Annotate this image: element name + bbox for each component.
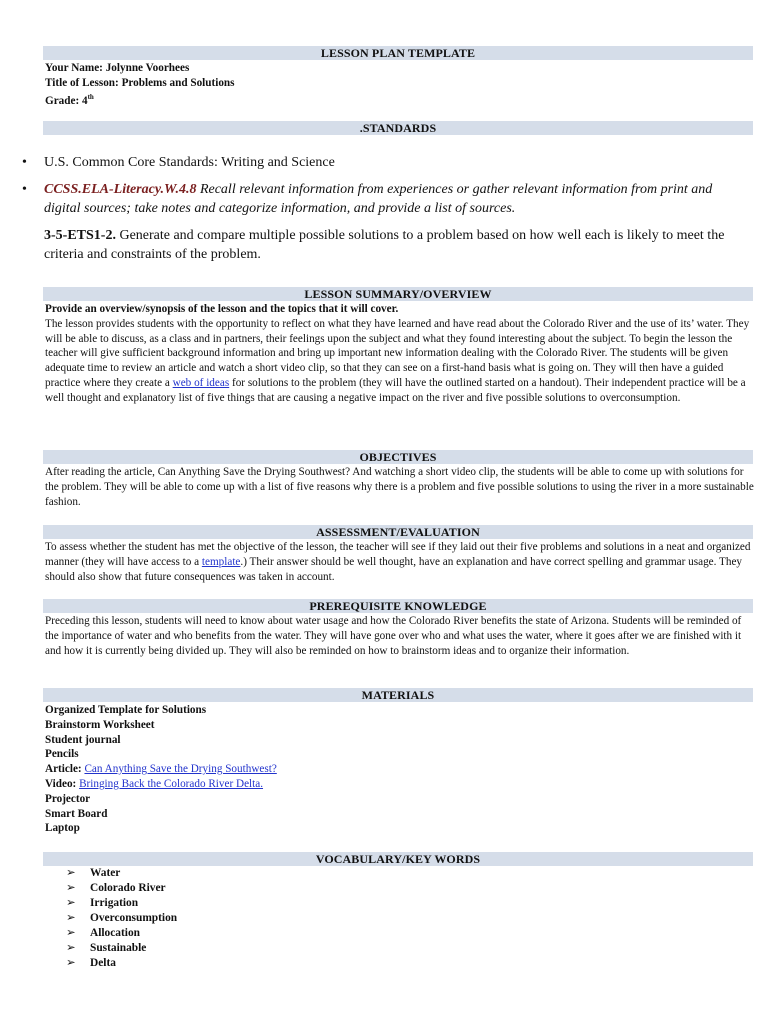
grade-value: 4 xyxy=(81,95,88,108)
assessment-text-part-b: .) Their answer should be well thought, have an explanation and have correct spelling and grammar usage. They should also show that future consequences was taken in account. xyxy=(45,555,743,583)
vocabulary-list xyxy=(66,866,177,971)
vocabulary-word: Colorado River xyxy=(90,882,166,894)
materials-article xyxy=(45,762,757,777)
arrow-bullet-icon: ➢ xyxy=(66,927,76,939)
objectives-text: After reading the article, Can Anything Save the Drying Southwest? And watching a short video clip, the students will be able to come up with solutions for the problem. They will be able to come up with a list of five reasons why there is a problem and five possible solutions to using the river in a more sustainable fashion. xyxy=(45,466,754,508)
lesson-title-line xyxy=(45,76,757,91)
materials-item: Pencils xyxy=(45,748,79,761)
lesson-plan-title: LESSON PLAN TEMPLATE xyxy=(43,46,753,60)
your-name-line xyxy=(45,61,757,76)
bullet-icon: • xyxy=(22,182,27,197)
summary-text xyxy=(45,317,757,406)
lesson-title-label: Title of Lesson: xyxy=(45,76,122,89)
materials-item: Organized Template for Solutions xyxy=(45,704,207,716)
web-of-ideas-link[interactable]: web of ideas xyxy=(172,376,230,389)
grade-suffix: th xyxy=(87,93,94,102)
vocabulary-item xyxy=(66,956,177,971)
vocabulary-word: Allocation xyxy=(90,927,140,939)
header-info xyxy=(45,61,757,109)
arrow-bullet-icon: ➢ xyxy=(66,957,76,969)
assessment-text xyxy=(45,540,757,584)
arrow-bullet-icon: ➢ xyxy=(66,942,76,954)
prerequisite-heading: PREREQUISITE KNOWLEDGE xyxy=(43,599,753,613)
vocabulary-word: Sustainable xyxy=(90,942,147,954)
arrow-bullet-icon: ➢ xyxy=(66,867,76,879)
grade-label: Grade: xyxy=(45,95,82,108)
lesson-summary-body xyxy=(45,302,757,406)
name-value: Jolynne Voorhees xyxy=(105,62,190,74)
name-label: Your Name: xyxy=(45,62,106,74)
ccss-code: CCSS.ELA-Literacy.W.4.8 xyxy=(44,182,197,197)
standards-heading: .STANDARDS xyxy=(43,121,753,135)
arrow-bullet-icon: ➢ xyxy=(66,882,76,894)
grade-line xyxy=(45,90,757,109)
ets-standard xyxy=(44,226,744,264)
vocabulary-heading: VOCABULARY/KEY WORDS xyxy=(43,852,753,866)
vocabulary-word: Delta xyxy=(90,957,116,969)
video-label: Video: xyxy=(45,777,80,790)
ets-description: Generate and compare multiple possible solutions to a problem based on how well each is likely to meet the criteria and constraints of the problem. xyxy=(44,228,725,262)
materials-item: Student journal xyxy=(45,733,121,746)
materials-item: Projector xyxy=(45,792,91,805)
objectives-heading: OBJECTIVES xyxy=(43,450,753,464)
materials-item: Laptop xyxy=(45,822,80,835)
ccss-description: Recall relevant information from experiences or gather relevant information from print and digital sources; take notes and categorize information, and provide a list of sources. xyxy=(44,182,713,216)
article-label: Article: xyxy=(45,763,85,776)
lesson-summary-heading: LESSON SUMMARY/OVERVIEW xyxy=(43,287,753,301)
vocabulary-item xyxy=(66,896,177,911)
bullet-icon: • xyxy=(22,155,27,170)
materials-list xyxy=(45,703,757,836)
vocabulary-word: Water xyxy=(90,867,121,879)
vocabulary-word: Overconsumption xyxy=(90,912,178,924)
materials-item: Smart Board xyxy=(45,807,108,820)
vocabulary-item xyxy=(66,881,177,896)
vocabulary-item xyxy=(66,941,177,956)
vocabulary-item xyxy=(66,866,177,881)
video-link[interactable]: Bringing Back the Colorado River Delta. xyxy=(79,777,264,790)
article-link[interactable]: Can Anything Save the Drying Southwest? xyxy=(84,763,277,776)
standards-bullet-1-text: U.S. Common Core Standards: Writing and Science xyxy=(44,155,335,170)
lesson-title-value: Problems and Solutions xyxy=(121,76,235,89)
template-link[interactable]: template xyxy=(201,555,241,568)
summary-text-part-b: for solutions to the problem (they will have the outlined started on a handout). Their independent practice will be a well thought and explanatory list of five things that are causing a negative impact on the river and five possible solutions to overconsumption. xyxy=(45,376,746,404)
assessment-heading: ASSESSMENT/EVALUATION xyxy=(43,525,753,539)
materials-heading: MATERIALS xyxy=(43,688,753,702)
vocabulary-item xyxy=(66,911,177,926)
materials-item: Brainstorm Worksheet xyxy=(45,718,155,731)
arrow-bullet-icon: ➢ xyxy=(66,912,76,924)
vocabulary-word: Irrigation xyxy=(90,897,139,909)
assessment-text-part-a: To assess whether the student has met the objective of the lesson, the teacher will see if they laid out their five problems and solutions in a neat and organized manner (they will have access to a xyxy=(45,541,751,568)
vocabulary-item xyxy=(66,926,177,941)
materials-video xyxy=(45,777,757,792)
prerequisite-text: Preceding this lesson, students will need to know about water usage and how the Colorado River benefits the state of Arizona. Students will be reminded of the importance of water and who benefits from the water. They will have gone over who and what uses the water, where it goes after we are finished with it and how it is currently being divided up. They will also be reminded on how to brainstorm ideas and to organize their information. xyxy=(45,615,742,657)
summary-prompt: Provide an overview/synopsis of the lesson and the topics that it will cover. xyxy=(45,303,399,315)
ets-code: 3-5-ETS1-2. xyxy=(44,228,116,243)
summary-text-part-a: The lesson provides students with the opportunity to reflect on what they have learned and have read about the Colorado River and the use of its’ water. They will be able to discuss, as a class and in partners, their feelings upon the subject and what they found interesting about the subject. To begin the lesson the teacher will give sufficient background information and bring up important new information dealing with the Colorado River. The students will be given adequate time to review an article and watch a short video clip, so that they can see on a first-hand basis what is going on. They will then have a guided practice where they create a xyxy=(45,317,750,389)
arrow-bullet-icon: ➢ xyxy=(66,897,76,909)
